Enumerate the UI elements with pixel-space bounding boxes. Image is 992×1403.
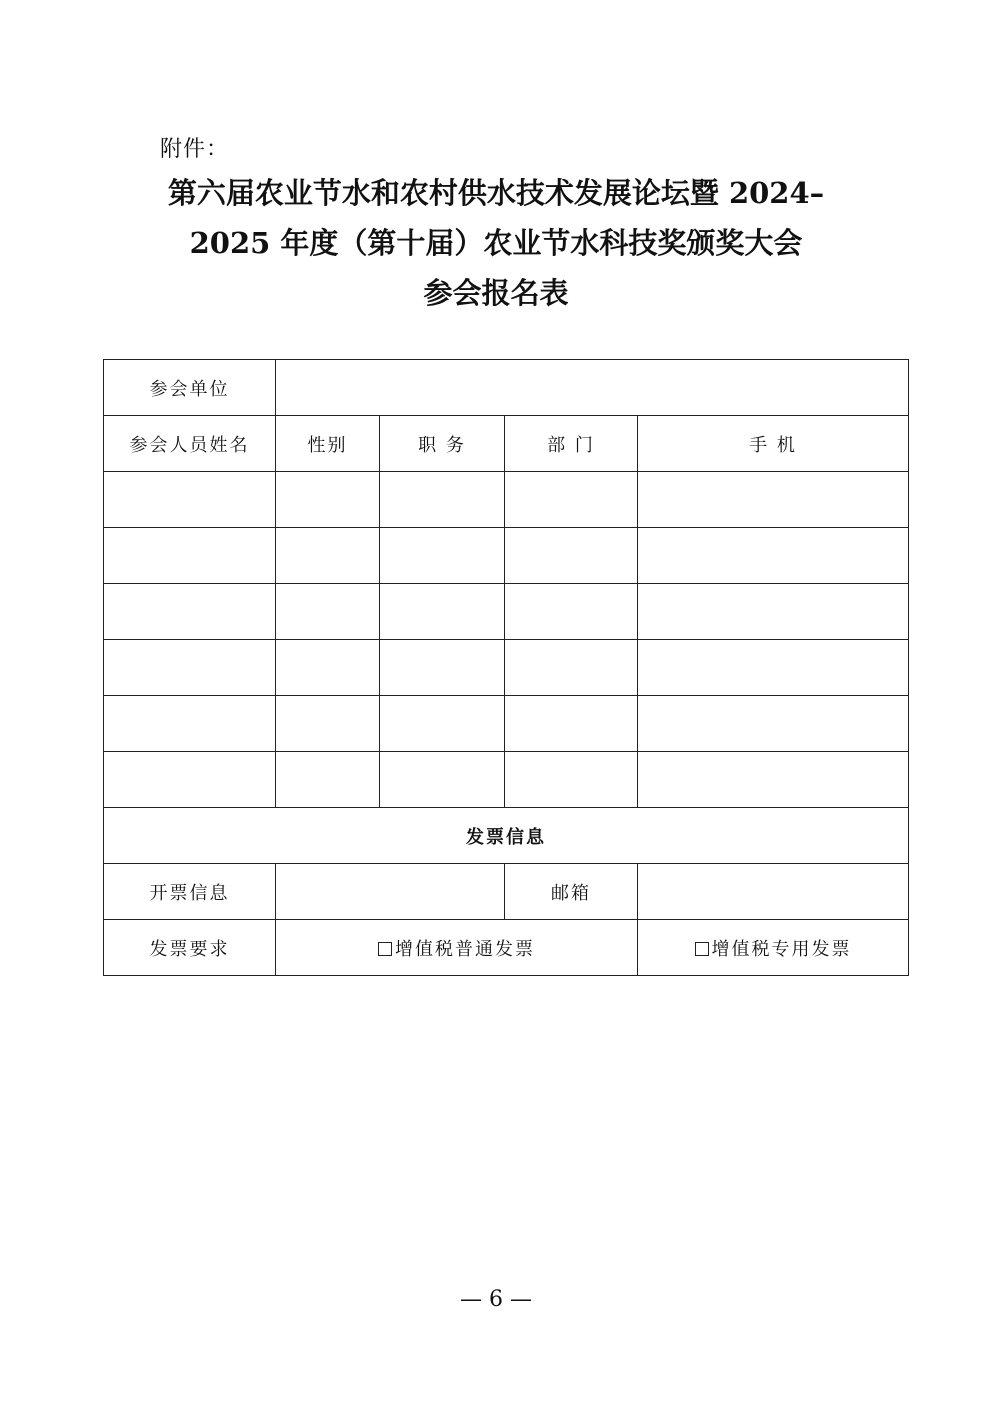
column-header-department: 部 门 — [505, 416, 638, 472]
participant-name-cell[interactable] — [104, 472, 276, 528]
participant-position-cell[interactable] — [380, 696, 505, 752]
invoice-option-general[interactable] — [378, 935, 535, 961]
document-title — [0, 168, 992, 318]
participant-name-cell[interactable] — [104, 640, 276, 696]
column-header-position: 职 务 — [380, 416, 505, 472]
participant-department-cell[interactable] — [505, 752, 638, 808]
invoice-requirement-row — [104, 920, 909, 976]
participant-department-cell[interactable] — [505, 472, 638, 528]
column-header-row — [104, 416, 909, 472]
participant-phone-cell[interactable] — [638, 752, 909, 808]
title-line-1: 第六届农业节水和农村供水技术发展论坛暨 2024– — [167, 176, 825, 210]
participant-name-cell[interactable] — [104, 752, 276, 808]
unit-value-cell[interactable] — [276, 360, 909, 416]
participant-phone-cell[interactable] — [638, 472, 909, 528]
participant-phone-cell[interactable] — [638, 528, 909, 584]
invoice-option-special-label: 增值税专用发票 — [711, 938, 852, 960]
invoice-option-special[interactable] — [695, 935, 852, 961]
column-header-name: 参会人员姓名 — [104, 416, 276, 472]
participant-phone-cell[interactable] — [638, 640, 909, 696]
participant-row — [104, 584, 909, 640]
participant-row — [104, 752, 909, 808]
email-value-cell[interactable] — [638, 864, 909, 920]
participant-position-cell[interactable] — [380, 528, 505, 584]
column-header-phone: 手 机 — [638, 416, 909, 472]
participant-gender-cell[interactable] — [276, 752, 380, 808]
participant-gender-cell[interactable] — [276, 472, 380, 528]
participant-phone-cell[interactable] — [638, 584, 909, 640]
unit-label: 参会单位 — [104, 360, 276, 416]
invoice-info-label: 开票信息 — [104, 864, 276, 920]
participant-gender-cell[interactable] — [276, 640, 380, 696]
invoice-requirement-label: 发票要求 — [104, 920, 276, 976]
invoice-info-value-cell[interactable] — [276, 864, 505, 920]
participant-position-cell[interactable] — [380, 752, 505, 808]
participant-department-cell[interactable] — [505, 584, 638, 640]
participant-name-cell[interactable] — [104, 696, 276, 752]
participant-position-cell[interactable] — [380, 584, 505, 640]
participant-row — [104, 528, 909, 584]
participant-department-cell[interactable] — [505, 696, 638, 752]
page-number: — 6 — — [460, 1287, 532, 1312]
invoice-option-general-label: 增值税普通发票 — [395, 938, 535, 960]
registration-form-table — [103, 359, 909, 976]
participant-row — [104, 640, 909, 696]
invoice-option-general-cell — [276, 920, 638, 976]
attachment-label: 附件： — [160, 137, 230, 162]
unit-row — [104, 360, 909, 416]
invoice-section-header: 发票信息 — [104, 808, 909, 864]
participant-row — [104, 696, 909, 752]
column-header-gender: 性别 — [276, 416, 380, 472]
title-line-2: 2025 年度（第十届）农业节水科技奖颁奖大会 — [189, 226, 803, 260]
participant-department-cell[interactable] — [505, 640, 638, 696]
checkbox-icon[interactable] — [378, 942, 392, 956]
invoice-section-row — [104, 808, 909, 864]
email-label: 邮箱 — [505, 864, 638, 920]
participant-rows — [104, 472, 909, 808]
checkbox-icon[interactable] — [695, 942, 709, 956]
participant-name-cell[interactable] — [104, 528, 276, 584]
participant-department-cell[interactable] — [505, 528, 638, 584]
participant-position-cell[interactable] — [380, 472, 505, 528]
participant-phone-cell[interactable] — [638, 696, 909, 752]
participant-name-cell[interactable] — [104, 584, 276, 640]
participant-position-cell[interactable] — [380, 640, 505, 696]
invoice-info-row — [104, 864, 909, 920]
title-line-3: 参会报名表 — [423, 276, 569, 310]
invoice-option-special-cell — [638, 920, 909, 976]
participant-gender-cell[interactable] — [276, 696, 380, 752]
participant-gender-cell[interactable] — [276, 528, 380, 584]
participant-row — [104, 472, 909, 528]
participant-gender-cell[interactable] — [276, 584, 380, 640]
